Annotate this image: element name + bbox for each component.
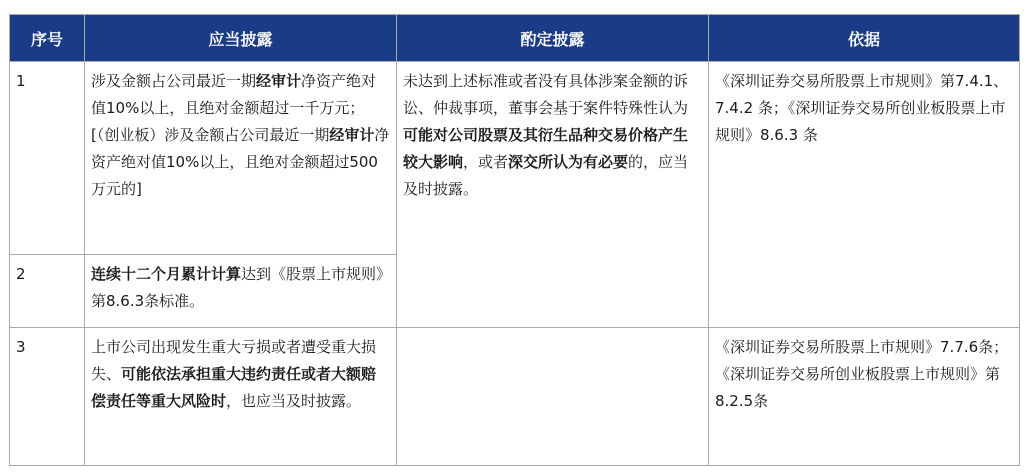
table-row xyxy=(10,62,1020,255)
header-num: 序号 xyxy=(10,15,85,62)
basis-cell xyxy=(709,328,1020,466)
row-number: 2 xyxy=(10,255,85,328)
cell-text: ，或者 xyxy=(463,153,509,171)
row-number: 1 xyxy=(10,62,85,255)
cell-text: [（创业板）涉及金额占公司最近一期 xyxy=(91,126,330,144)
cell-text: 净资产绝对值10%以上，且绝对金额超过500万元的] xyxy=(91,126,390,198)
cell-text: 的，应当及时披露。 xyxy=(403,153,689,198)
table-row xyxy=(10,328,1020,466)
header-discretionary: 酌定披露 xyxy=(397,15,709,62)
emphasis-text: 深交所认为有必要 xyxy=(508,153,629,171)
cell-text: 上市公司出现发生重大亏损或者遭受重大损失、 xyxy=(91,338,377,383)
row-number: 3 xyxy=(10,328,85,466)
header-mandatory: 应当披露 xyxy=(85,15,397,62)
mandatory-cell xyxy=(85,255,397,328)
header-basis: 依据 xyxy=(709,15,1020,62)
emphasis-text: 可能对公司股票及其衍生品种交易价格产生较大影响 xyxy=(403,126,689,171)
emphasis-text: 经审计 xyxy=(329,126,375,144)
emphasis-text: 可能依法承担重大违约责任或者大额赔偿责任等重大风险时 xyxy=(91,365,377,410)
discretionary-cell xyxy=(397,62,709,328)
discretionary-cell xyxy=(397,328,709,466)
header-row xyxy=(10,15,1020,62)
disclosure-table xyxy=(9,14,1020,466)
cell-text: 达到《股票上市规则》第8.6.3条标准。 xyxy=(91,265,384,310)
cell-text: 《深圳证券交易所股票上市规则》第7.4.1、7.4.2 条；《深圳证券交易所创业板股票上市规则》8.6.3 条 xyxy=(715,72,1009,144)
emphasis-text: 经审计 xyxy=(256,72,302,90)
emphasis-text: 连续十二个月累计计算 xyxy=(91,265,242,283)
cell-text: 《深圳证券交易所股票上市规则》7.7.6条；《深圳证券交易所创业板股票上市规则》第8.2.5条 xyxy=(715,338,1009,410)
basis-cell xyxy=(709,62,1020,328)
cell-text: 涉及金额占公司最近一期 xyxy=(91,72,257,90)
mandatory-cell xyxy=(85,328,397,466)
mandatory-cell xyxy=(85,62,397,255)
cell-text: ，也应当及时披露。 xyxy=(226,392,362,410)
cell-text: 净资产绝对值10%以上，且绝对金额超过一千万元； xyxy=(91,72,377,117)
cell-text: 未达到上述标准或者没有具体涉案金额的诉讼、仲裁事项，董事会基于案件特殊性认为 xyxy=(403,72,689,117)
